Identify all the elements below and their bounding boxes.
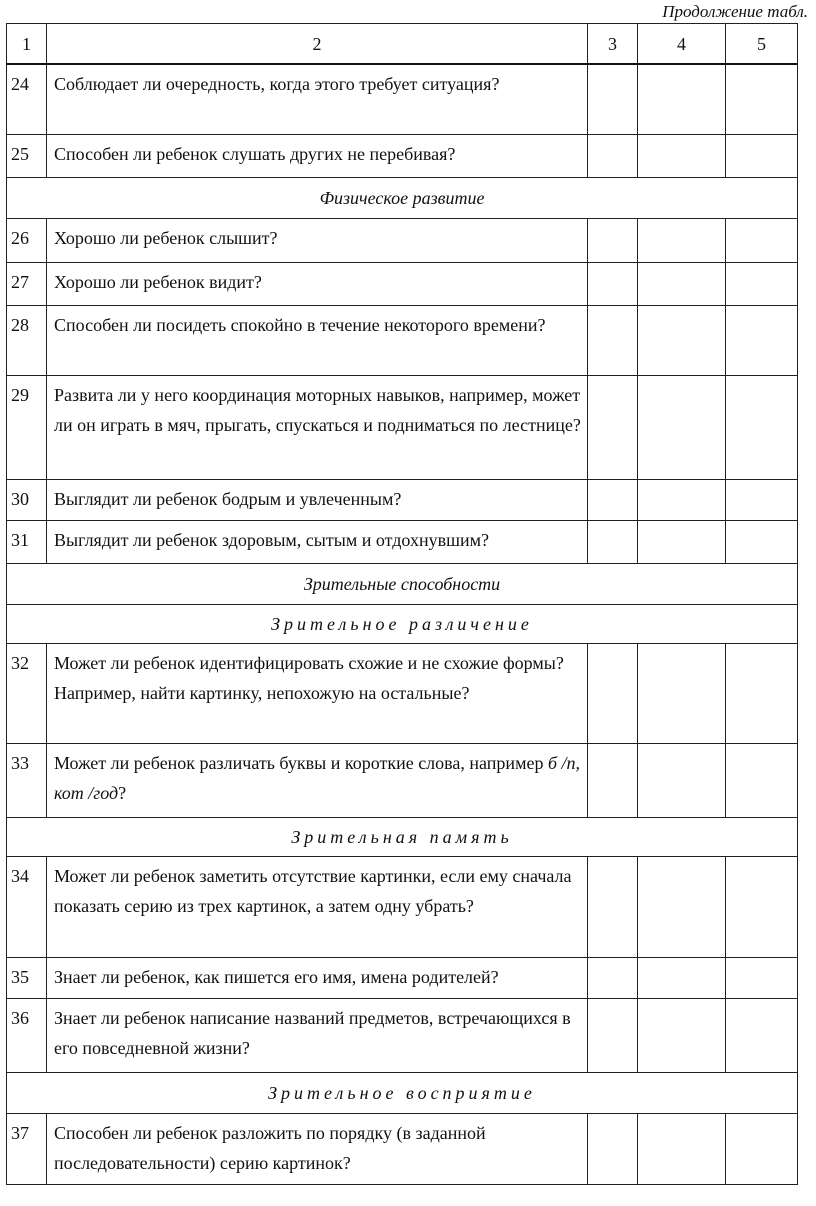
answer-cell xyxy=(638,856,726,957)
answer-cell xyxy=(638,520,726,563)
row-question: Развита ли у него координация моторных навыков, например, может ли он играть в мяч, прыгать, спускаться и подниматься по лестнице? xyxy=(47,375,588,479)
table-row xyxy=(7,1113,798,1184)
answer-cell xyxy=(726,305,798,375)
table-row xyxy=(7,305,798,375)
table-row xyxy=(7,643,798,743)
answer-cell xyxy=(638,743,726,817)
row-number: 29 xyxy=(7,375,47,479)
row-question: Способен ли ребенок слушать других не перебивая? xyxy=(47,134,588,177)
answer-cell xyxy=(588,643,638,743)
answer-cell xyxy=(588,957,638,998)
row-question: Способен ли ребенок разложить по порядку (в заданной последовательности) серию картинок? xyxy=(47,1113,588,1184)
row-number: 30 xyxy=(7,479,47,520)
answer-cell xyxy=(638,262,726,305)
answer-cell xyxy=(588,375,638,479)
answer-cell xyxy=(638,479,726,520)
question-text: Может ли ребенок различать буквы и короткие слова, например xyxy=(54,752,548,773)
row-number: 32 xyxy=(7,643,47,743)
table-row xyxy=(7,998,798,1072)
answer-cell xyxy=(726,520,798,563)
row-number: 37 xyxy=(7,1113,47,1184)
answer-cell xyxy=(726,1113,798,1184)
answer-cell xyxy=(638,643,726,743)
answer-cell xyxy=(726,134,798,177)
answer-cell xyxy=(588,479,638,520)
header-col-3: 3 xyxy=(588,24,638,65)
answer-cell xyxy=(588,64,638,134)
table-row xyxy=(7,64,798,134)
header-col-1: 1 xyxy=(7,24,47,65)
subsection-title-visual-memory: Зрительная память xyxy=(7,817,798,856)
row-number: 34 xyxy=(7,856,47,957)
answer-cell xyxy=(588,856,638,957)
answer-cell xyxy=(726,218,798,262)
answer-cell xyxy=(588,520,638,563)
question-end: ? xyxy=(118,782,127,803)
section-title-visual-abilities: Зрительные способности xyxy=(7,563,798,604)
row-question: Хорошо ли ребенок видит? xyxy=(47,262,588,305)
section-row xyxy=(7,1072,798,1113)
answer-cell xyxy=(726,957,798,998)
row-question: Может ли ребенок идентифицировать схожие и не схожие формы? Например, найти картинку, непохожую на остальные? xyxy=(47,643,588,743)
row-question: Способен ли посидеть спокойно в течение некоторого времени? xyxy=(47,305,588,375)
table-row xyxy=(7,218,798,262)
table-row xyxy=(7,957,798,998)
answer-cell xyxy=(726,64,798,134)
table-row xyxy=(7,134,798,177)
row-number: 24 xyxy=(7,64,47,134)
section-row xyxy=(7,177,798,218)
header-col-2: 2 xyxy=(47,24,588,65)
answer-cell xyxy=(726,479,798,520)
header-col-5: 5 xyxy=(726,24,798,65)
questionnaire-table xyxy=(6,23,798,1185)
question-example: б /п, кот /год xyxy=(54,752,581,803)
section-row xyxy=(7,563,798,604)
row-number: 33 xyxy=(7,743,47,817)
row-number: 26 xyxy=(7,218,47,262)
table-row xyxy=(7,520,798,563)
row-question: Знает ли ребенок написание названий предметов, встречающихся в его повседневной жизни? xyxy=(47,998,588,1072)
section-title-physical: Физическое развитие xyxy=(7,177,798,218)
row-question: Знает ли ребенок, как пишется его имя, имена родителей? xyxy=(47,957,588,998)
row-question: Соблюдает ли очередность, когда этого требует ситуация? xyxy=(47,64,588,134)
table-row xyxy=(7,856,798,957)
subsection-title-visual-discrimination: Зрительное различение xyxy=(7,604,798,643)
answer-cell xyxy=(726,643,798,743)
row-number: 27 xyxy=(7,262,47,305)
answer-cell xyxy=(726,856,798,957)
row-question: Выглядит ли ребенок здоровым, сытым и отдохнувшим? xyxy=(47,520,588,563)
answer-cell xyxy=(588,1113,638,1184)
answer-cell xyxy=(638,305,726,375)
answer-cell xyxy=(588,262,638,305)
section-row xyxy=(7,604,798,643)
table-row xyxy=(7,479,798,520)
answer-cell xyxy=(638,134,726,177)
row-question: Хорошо ли ребенок слышит? xyxy=(47,218,588,262)
answer-cell xyxy=(726,375,798,479)
row-question: Может ли ребенок заметить отсутствие картинки, если ему сначала показать серию из трех картинок, а затем одну убрать? xyxy=(47,856,588,957)
answer-cell xyxy=(588,218,638,262)
header-col-4: 4 xyxy=(638,24,726,65)
answer-cell xyxy=(638,998,726,1072)
row-number: 28 xyxy=(7,305,47,375)
row-number: 35 xyxy=(7,957,47,998)
answer-cell xyxy=(588,305,638,375)
answer-cell xyxy=(638,218,726,262)
answer-cell xyxy=(638,1113,726,1184)
answer-cell xyxy=(588,743,638,817)
answer-cell xyxy=(726,998,798,1072)
answer-cell xyxy=(638,64,726,134)
row-question xyxy=(47,743,588,817)
table-header-row xyxy=(7,24,798,65)
answer-cell xyxy=(588,134,638,177)
answer-cell xyxy=(588,998,638,1072)
section-row xyxy=(7,817,798,856)
table-row xyxy=(7,375,798,479)
answer-cell xyxy=(638,957,726,998)
table-row xyxy=(7,262,798,305)
row-question: Выглядит ли ребенок бодрым и увлеченным? xyxy=(47,479,588,520)
table-continuation-caption: Продолжение табл. xyxy=(662,2,808,21)
row-number: 31 xyxy=(7,520,47,563)
row-number: 25 xyxy=(7,134,47,177)
answer-cell xyxy=(726,262,798,305)
answer-cell xyxy=(726,743,798,817)
table-row xyxy=(7,743,798,817)
row-number: 36 xyxy=(7,998,47,1072)
answer-cell xyxy=(638,375,726,479)
subsection-title-visual-perception: Зрительное восприятие xyxy=(7,1072,798,1113)
